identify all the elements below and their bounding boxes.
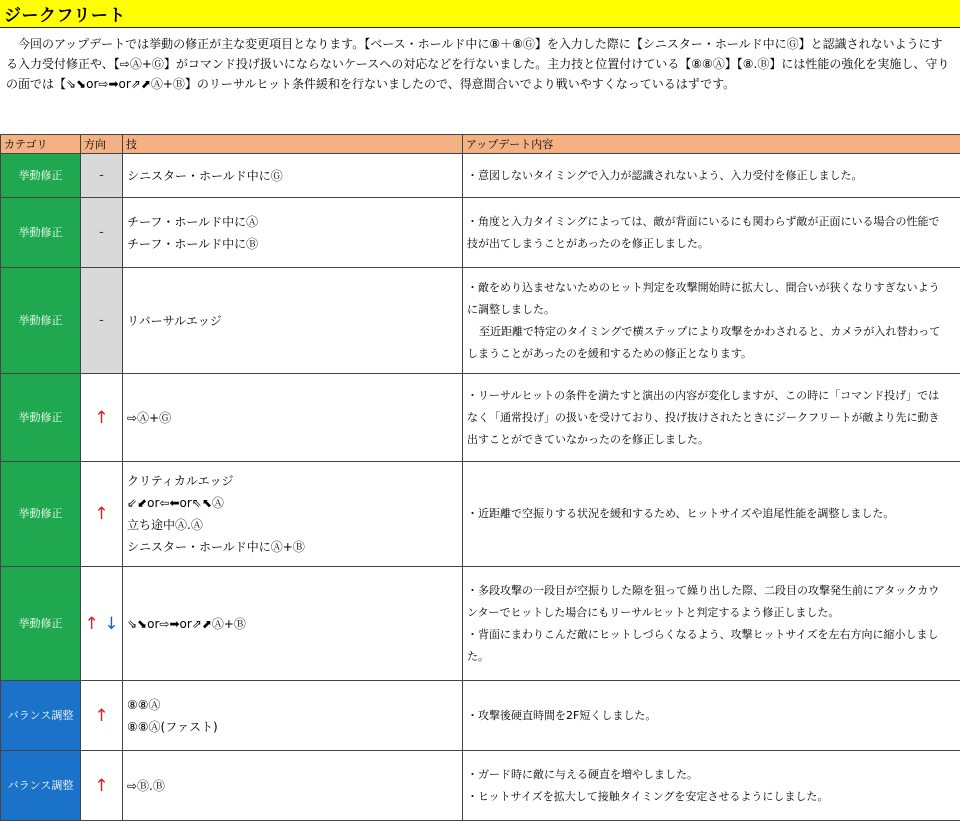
technique-name: ⑧⑧Ⓐ: [127, 697, 161, 712]
arrow-up-icon: ↑: [84, 613, 99, 634]
technique-name: ⇨Ⓑ.Ⓑ: [127, 778, 165, 793]
update-note-line: 至近距離で特定のタイミングで横ステップにより攻撃をかわされると、カメラが入れ替わって: [479, 324, 941, 338]
direction-neutral: -: [81, 154, 123, 198]
table-header-row: [1, 135, 960, 154]
technique-cell: [123, 268, 463, 374]
technique-name: クリティカルエッジ: [127, 474, 234, 488]
update-note-line: た。: [467, 649, 489, 663]
technique-name: ⇘⬊or⇨➡or⇗⬈Ⓐ+Ⓑ: [127, 616, 246, 631]
update-note-line: ・背面にまわりこんだ敵にヒットしづらくなるよう、攻撃ヒットサイズを左右方向に縮小しまし: [467, 627, 939, 641]
update-note-line: ・近距離で空振りする状況を緩和するため、ヒットサイズや追尾性能を調整しました。: [467, 507, 895, 520]
technique-cell: [123, 751, 463, 821]
header-direction: 方向: [81, 135, 123, 154]
technique-name: シニスター・ホールド中にⒼ: [127, 168, 283, 183]
technique-name: チーフ・ホールド中にⒶ: [127, 214, 259, 229]
update-note-line: ンターでヒットした場合にもリーサルヒットと判定するよう修正しました。: [467, 605, 840, 619]
direction-cell: [81, 567, 123, 681]
category-badge: 挙動修正: [1, 268, 81, 374]
update-note-cell: [463, 154, 960, 198]
technique-cell: [123, 154, 463, 198]
category-badge: 挙動修正: [1, 374, 81, 462]
update-note-cell: [463, 681, 960, 751]
update-note-line: なく「通常投げ」の扱いを受けており、投げ抜けされたときにジークフリートが敵より先に動き: [467, 410, 940, 424]
update-note-cell: [463, 374, 960, 462]
table-row: [1, 268, 960, 374]
technique-name: ⑧⑧Ⓐ(ファスト): [127, 719, 218, 734]
update-note-line: ・ガード時に敵に与える硬直を増やしました。: [467, 767, 698, 781]
table-row: [1, 751, 960, 821]
direction-neutral: -: [81, 268, 123, 374]
category-badge: バランス調整: [1, 681, 81, 751]
category-badge: 挙動修正: [1, 198, 81, 268]
direction-neutral: -: [81, 198, 123, 268]
update-note-line: 出すことができていなかったのを修正しました。: [467, 432, 709, 446]
arrow-down-icon: ↓: [104, 613, 119, 634]
intro-paragraph: 今回のアップデートでは挙動の修正が主な変更項目となります。【ベース・ホールド中に⑧＋⑧Ⓖ】を入力した際に【シニスター・ホールド中にⒼ】と認識されないようにする入力受付修正や、【⇨Ⓐ+Ⓖ】がコマンド投げ扱いにならないケースへの対応などを行ないました。主力技と位置付けている【⑧⑧Ⓐ】【⑧.Ⓑ】には性能の強化を実施し、守りの面では【⇘⬊or⇨➡or⇗⬈Ⓐ+Ⓑ】のリーサルヒット条件緩和を行ないましたので、得意間合いでより戦いやすくなっているはずです。: [6, 37, 950, 91]
page-title: ジークフリート: [0, 0, 960, 28]
update-note-line: ・角度と入力タイミングによっては、敵が背面にいるにも関わらず敵が正面にいる場合の性能で: [467, 214, 940, 228]
update-note-line: 技が出てしまうことがあったのを修正しました。: [467, 236, 709, 250]
table-row: [1, 462, 960, 567]
update-note-line: ・敵をめり込ませないためのヒット判定を攻撃開始時に拡大し、間合いが狭くなりすぎないよう: [467, 280, 940, 294]
table-row: [1, 154, 960, 198]
header-update: アップデート内容: [463, 135, 960, 154]
technique-cell: [123, 462, 463, 567]
table-row: [1, 681, 960, 751]
table-row: [1, 198, 960, 268]
category-badge: バランス調整: [1, 751, 81, 821]
table-row: [1, 567, 960, 681]
category-badge: 挙動修正: [1, 567, 81, 681]
update-note-line: ・ヒットサイズを拡大して接触タイミングを安定させるようにしました。: [467, 789, 829, 803]
technique-name: シニスター・ホールド中にⒶ+Ⓑ: [127, 540, 305, 554]
update-note-cell: [463, 751, 960, 821]
technique-name: 立ち途中Ⓐ.Ⓐ: [127, 518, 203, 532]
technique-cell: [123, 567, 463, 681]
update-note-cell: [463, 268, 960, 374]
technique-name: チーフ・ホールド中にⒷ: [127, 236, 259, 251]
arrow-up-icon: ↑: [81, 462, 123, 567]
update-note-cell: [463, 198, 960, 268]
category-badge: 挙動修正: [1, 154, 81, 198]
category-badge: 挙動修正: [1, 462, 81, 567]
technique-name: ⇙⬋or⇦⬅or⇖⬉Ⓐ: [127, 496, 224, 510]
update-note-cell: [463, 462, 960, 567]
technique-cell: [123, 681, 463, 751]
header-technique: 技: [123, 135, 463, 154]
update-note-line: ・リーサルヒットの条件を満たすと演出の内容が変化しますが、この時に「コマンド投げ」では: [467, 388, 940, 402]
technique-name: リバーサルエッジ: [127, 313, 222, 328]
update-note-line: に調整しました。: [467, 302, 555, 316]
technique-cell: [123, 198, 463, 268]
update-note-line: しまうことがあったのを緩和するための修正となります。: [467, 346, 753, 360]
update-note-line: ・攻撃後硬直時間を2F短くしました。: [467, 708, 657, 722]
arrow-up-icon: ↑: [81, 751, 123, 821]
technique-cell: [123, 374, 463, 462]
arrow-up-icon: ↑: [81, 681, 123, 751]
arrow-up-icon: ↑: [81, 374, 123, 462]
update-note-line: ・多段攻撃の一段目が空振りした隙を狙って繰り出した際、二段目の攻撃発生前にアタックカウ: [467, 583, 940, 597]
update-note-line: ・意図しないタイミングで入力が認識されないよう、入力受付を修正しました。: [467, 168, 863, 182]
technique-name: ⇨Ⓐ+Ⓖ: [127, 410, 172, 425]
table-row: [1, 374, 960, 462]
update-note-cell: [463, 567, 960, 681]
header-category: カテゴリ: [1, 135, 81, 154]
update-table: [0, 134, 960, 821]
